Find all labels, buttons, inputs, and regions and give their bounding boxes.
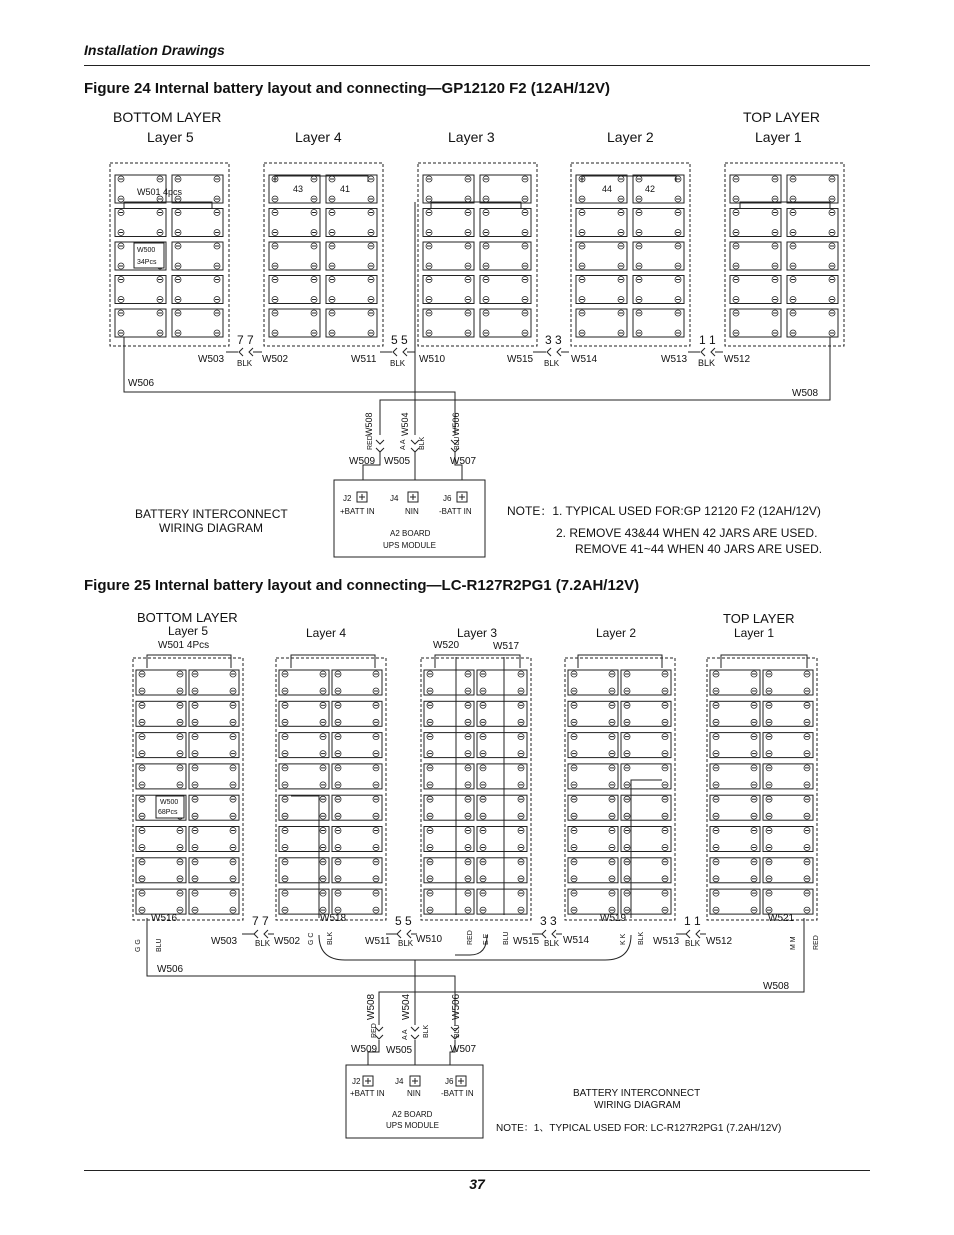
wire-w505: W505 [384,456,411,467]
connector-7 [252,914,271,948]
svg-text:BLK: BLK [698,358,716,368]
svg-text:BLK: BLK [544,939,560,948]
vert-color-a: A A [400,439,407,450]
diagram-label-1: BATTERY INTERCONNECT [573,1088,701,1099]
side-label-k: K K [620,933,627,945]
wire-w503: W503 [211,936,238,947]
wire-w511: W511 [365,936,391,947]
side-label-m: M M [790,936,797,950]
layer-1-label: Layer 1 [755,129,802,145]
svg-text:BLK: BLK [685,939,701,948]
battery-layer-1 [707,658,817,920]
diagram-label-2: WIRING DIAGRAM [594,1100,681,1111]
vert-color-blu: BLU [454,1024,461,1038]
board-title: A2 BOARD [392,1110,433,1119]
svg-text:3 3: 3 3 [540,914,557,928]
battery-layers [110,163,844,346]
vert-color-a: A A [402,1029,409,1040]
connector-5 [390,333,408,368]
wire-w506: W506 [157,964,184,975]
connector-3 [544,333,562,368]
figure-24-diagram [0,100,954,560]
side-label-e: E E [483,933,490,945]
battery-layer-5 [133,658,243,920]
svg-text:BLK: BLK [255,939,271,948]
svg-text:BLK: BLK [544,359,560,368]
vert-w506: W506 [451,412,461,436]
wire-w515: W515 [507,354,534,365]
battery-layer-4 [264,163,383,346]
jack-j4: J4 [395,1077,404,1086]
wire-w510: W510 [416,934,443,945]
layer-2-label: Layer 2 [596,626,637,640]
layer-3-label: Layer 3 [448,129,495,145]
top-layer-label: TOP LAYER [723,611,795,626]
vert-w508: W508 [366,993,377,1020]
connector-3 [540,914,560,948]
wire-w508: W508 [763,981,790,992]
svg-text:BLK: BLK [237,359,253,368]
svg-text:1 1: 1 1 [684,914,701,928]
wire-w513: W513 [661,354,688,365]
side-label-blu: BLU [156,938,163,952]
wire-w516: W516 [151,913,178,924]
footer-rule [84,1170,870,1171]
jack-j4: J4 [390,494,399,503]
wire-w512: W512 [724,354,751,365]
wire-w508: W508 [792,388,819,399]
vert-w504: W504 [401,993,412,1020]
side-label-red-1: RED [813,935,820,950]
page-number: 37 [469,1176,485,1192]
w500-count: 34Pcs [137,259,157,266]
section-header: Installation Drawings [84,42,225,58]
wire-w515: W515 [513,936,540,947]
w517-label: W517 [493,641,520,652]
battery-layer-2 [565,658,675,920]
svg-text:BLK: BLK [398,939,414,948]
pin-batt-minus: -BATT IN [441,1089,474,1098]
board-subtitle: UPS MODULE [383,541,436,550]
battery-layer-1 [725,163,844,346]
jack-j6: J6 [443,494,452,503]
wire-w507: W507 [450,456,477,467]
vert-color-blk: BLK [419,436,426,450]
board-subtitle: UPS MODULE [386,1121,439,1130]
side-label-g: G G [135,939,142,952]
jack-j2: J2 [343,494,352,503]
svg-text:5 5: 5 5 [391,333,408,347]
vert-color-blk: BLK [423,1024,430,1038]
pin-nin: NIN [405,507,419,516]
jar-label-44: 44 [602,184,613,194]
connector-7 [237,333,254,368]
note-3: REMOVE 41~44 WHEN 40 JARS ARE USED. [575,542,823,556]
wire-w513: W513 [653,936,680,947]
wire-w518: W518 [320,913,347,924]
vert-w508: W508 [364,412,374,436]
note-1: NOTE：1、TYPICAL USED FOR: LC-R127R2PG1 (7.2AH/12V) [496,1123,782,1134]
pin-batt-minus: -BATT IN [439,507,472,516]
svg-text:7 7: 7 7 [237,333,254,347]
vert-w506: W506 [451,993,462,1020]
vert-color-red: RED [367,435,374,450]
bottom-layer-label: BOTTOM LAYER [113,109,222,125]
figure-25-diagram [0,600,954,1160]
wire-w509: W509 [351,1044,378,1055]
wire-w506: W506 [128,378,155,389]
vert-w504: W504 [400,412,410,436]
wire-w510: W510 [419,354,446,365]
wire-w511: W511 [351,354,377,365]
bottom-layer-label: BOTTOM LAYER [137,610,238,625]
jar-label-42: 42 [645,184,656,194]
pin-batt-plus: +BATT IN [350,1089,385,1098]
figure-24-caption: Figure 24 Internal battery layout and connecting—GP12120 F2 (12AH/12V) [84,80,610,97]
layer-5-label: Layer 5 [147,129,194,145]
connector-5 [395,914,414,948]
wire-w519: W519 [600,913,627,924]
w500-label: W500 [160,799,179,806]
battery-layer-3 [421,658,531,920]
jar-label-41: 41 [340,184,351,194]
battery-layer-4 [276,658,386,920]
svg-text:5 5: 5 5 [395,914,412,928]
svg-text:7 7: 7 7 [252,914,269,928]
note-1: NOTE：1. TYPICAL USED FOR:GP 12120 F2 (12AH/12V) [507,504,821,518]
layer-4-label: Layer 4 [295,129,342,145]
side-label-gc: G C [308,932,315,945]
side-label-red-3: RED [467,930,474,945]
wire-w502: W502 [274,936,301,947]
diagram-label-2: WIRING DIAGRAM [159,521,263,535]
layer-3-label: Layer 3 [457,626,498,640]
side-label-blu-3: BLU [503,931,510,945]
side-label-blk-4: BLK [327,931,334,945]
w501-label: W501 4pcs [137,187,183,197]
pin-nin: NIN [407,1089,421,1098]
w501-label: W501 4Pcs [158,640,210,651]
wire-w502: W502 [262,354,289,365]
wire-w507: W507 [450,1044,477,1055]
vert-color-red: RED [371,1023,378,1038]
wire-w514: W514 [563,935,590,946]
w520-label: W520 [433,640,460,651]
layer-4-label: Layer 4 [306,626,347,640]
battery-layer-3 [418,163,537,346]
diagram-label-1: BATTERY INTERCONNECT [135,507,288,521]
jar-label-43: 43 [293,184,304,194]
top-layer-label: TOP LAYER [743,109,821,125]
note-2: 2. REMOVE 43&44 WHEN 42 JARS ARE USED. [556,526,818,540]
svg-text:BLK: BLK [390,359,406,368]
wire-w503: W503 [198,354,225,365]
jack-j6: J6 [445,1077,454,1086]
vert-color-blu: BLU [454,436,461,450]
layer-2-label: Layer 2 [607,129,654,145]
wire-w514: W514 [571,354,598,365]
layer-1-label: Layer 1 [734,626,775,640]
w500-count: 68Pcs [158,809,178,816]
svg-text:3 3: 3 3 [545,333,562,347]
side-label-blk-2: BLK [638,931,645,945]
connector-1 [698,333,716,368]
wire-w521: W521 [768,913,795,924]
board-title: A2 BOARD [390,529,431,538]
svg-text:1 1: 1 1 [699,333,716,347]
wire-w512: W512 [706,936,733,947]
connector-1 [684,914,701,948]
battery-layer-2 [571,163,690,346]
pin-batt-plus: +BATT IN [340,507,375,516]
jack-j2: J2 [352,1077,361,1086]
layer-5-label: Layer 5 [168,624,209,638]
w500-label: W500 [137,247,156,254]
figure-25-caption: Figure 25 Internal battery layout and connecting—LC-R127R2PG1 (7.2AH/12V) [84,577,640,594]
battery-layers [133,655,817,920]
wire-w509: W509 [349,456,376,467]
wire-w505: W505 [386,1045,413,1056]
header-rule [84,65,870,66]
